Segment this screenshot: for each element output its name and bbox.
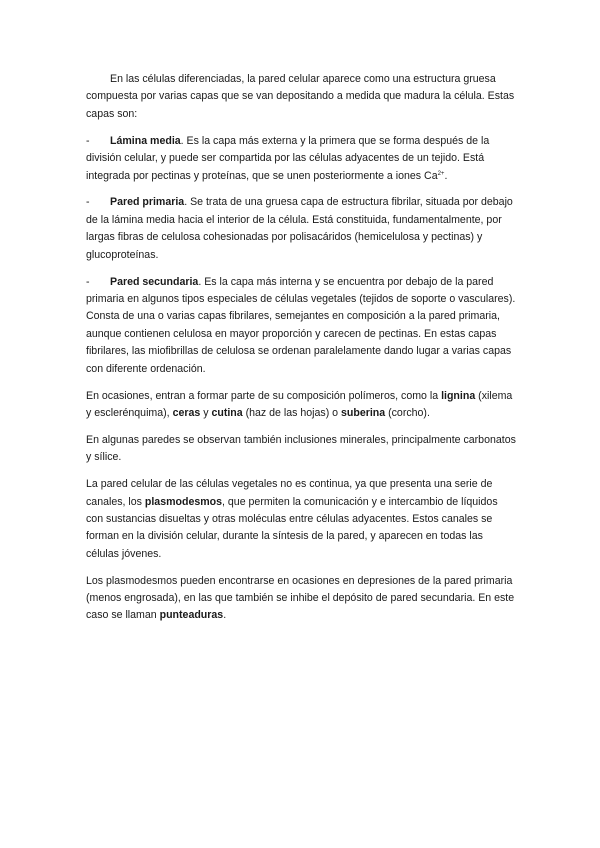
plasmodesmos-term: plasmodesmos xyxy=(144,495,223,508)
punteaduras-paragraph xyxy=(86,573,516,625)
pared-primaria-text: . Se trata de una gruesa capa de estructura fibrilar, situada por debajo de la lámina media hacia el interior de la célula. Está constituida, fundamentalmente, por largas fibras de celulosa cohesionadas por polisacáridos (hemicelulosa y pectinas) y glucoproteínas. xyxy=(86,196,513,261)
text-run: , que permiten la comunicación y e intercambio de líquidos con sustancias disueltas y otras moléculas entre células adyacentes. Estos canales se forman en la división celular, durante la síntesis de la pared, y aparecen en todas las células jóvenes. xyxy=(86,495,498,560)
lamina-media-text: . Es la capa más externa y la primera que se forma después de la división celular, y puede ser compartida por las células adyacentes de un tejido. Está integrada por pectinas y proteínas, que se unen posteriormente a iones Ca xyxy=(86,134,490,182)
pared-secundaria-item xyxy=(86,274,516,378)
text-run: (haz de las hojas) o xyxy=(242,406,341,419)
lignina-term: lignina xyxy=(441,389,476,402)
pared-primaria-item xyxy=(86,194,516,264)
bullet-dash: - xyxy=(86,196,90,209)
lamina-media-item xyxy=(86,133,516,185)
document-body xyxy=(86,71,516,634)
plasmodesmos-paragraph xyxy=(86,476,516,563)
bullet-dash: - xyxy=(86,275,90,288)
text-run: Los plasmodesmos pueden encontrarse en ocasiones en depresiones de la pared primaria (menos engrosada), en las que también se inhibe el depósito de pared secundaria. En este caso se llaman xyxy=(86,574,515,622)
minerales-paragraph: En algunas paredes se observan también inclusiones minerales, principalmente carbonatos y sílice. xyxy=(86,433,516,464)
text-run: (xilema y esclerénquima), xyxy=(86,389,513,419)
text-run: (corcho). xyxy=(385,406,430,419)
text-run: . xyxy=(223,609,227,622)
cutina-term: cutina xyxy=(211,406,243,419)
punteaduras-term: punteaduras xyxy=(159,609,224,622)
bullet-dash: - xyxy=(86,134,90,147)
ceras-term: ceras xyxy=(172,406,201,419)
pared-primaria-term: Pared primaria xyxy=(110,196,185,209)
intro-paragraph: En las células diferenciadas, la pared celular aparece como una estructura gruesa compuesta por varias capas que se van depositando a medida que madura la célula. Estas capas son: xyxy=(86,73,515,120)
pared-secundaria-text: . Es la capa más interna y se encuentra por debajo de la pared primaria en algunos tipos especiales de células vegetales (tejidos de soporte o vasculares). Consta de una o varias capas fibrilares, semejantes en composición a la pared primaria, aunque contienen celulosa en mayor proporción y carecen de pectinas. En estas capas fibrilares, las miofibrillas de celulosa se ordenan paralelamente dando lugar a varias capas con diferente ordenación. xyxy=(86,275,516,375)
text-run: y xyxy=(200,406,212,419)
pared-secundaria-term: Pared secundaria xyxy=(110,275,199,288)
lamina-media-end: . xyxy=(444,169,448,182)
calcium-charge: 2+ xyxy=(437,170,445,177)
polimeros-paragraph xyxy=(86,388,516,423)
text-run: En ocasiones, entran a formar parte de su composición polímeros, como la xyxy=(86,389,442,402)
text-run: La pared celular de las células vegetales no es continua, ya que presenta una serie de canales, los xyxy=(86,478,493,508)
suberina-term: suberina xyxy=(341,406,386,419)
lamina-media-term: Lámina media xyxy=(110,134,181,147)
